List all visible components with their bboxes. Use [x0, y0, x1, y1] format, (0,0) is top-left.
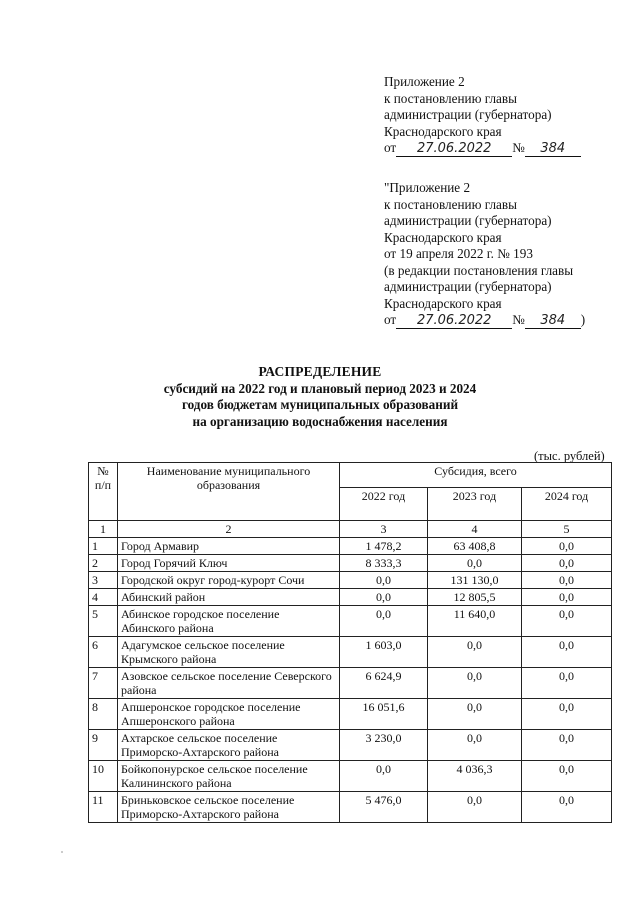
table-row	[89, 699, 612, 730]
value-2022: 0,0	[340, 606, 428, 637]
from-prefix: от	[384, 312, 397, 327]
table-row	[89, 606, 612, 637]
value-2022: 0,0	[340, 589, 428, 606]
column-index-row	[89, 521, 612, 538]
row-number: 3	[89, 572, 118, 589]
row-number: 2	[89, 555, 118, 572]
value-2022: 0,0	[340, 572, 428, 589]
title-line: годов бюджетам муниципальных образований	[181, 397, 459, 412]
value-2024: 0,0	[522, 538, 612, 555]
title-line: РАСПРЕДЕЛЕНИЕ	[258, 364, 382, 379]
row-number: 4	[89, 589, 118, 606]
header-2024: 2024 год	[522, 488, 612, 521]
municipality-name: Абинское городское поселение Абинского района	[118, 606, 340, 637]
index-cell: 3	[340, 521, 428, 538]
annex2-line: Краснодарского края	[384, 229, 502, 245]
municipality-name: Бойкопонурское сельское поселение Калининского района	[118, 761, 340, 792]
value-2024: 0,0	[522, 606, 612, 637]
value-2023: 12 805,5	[428, 589, 522, 606]
municipality-name: Адагумское сельское поселение Крымского района	[118, 637, 340, 668]
value-2023: 0,0	[428, 668, 522, 699]
municipality-name: Город Горячий Ключ	[118, 555, 340, 572]
annex-header-current	[384, 74, 581, 157]
row-number: 6	[89, 637, 118, 668]
row-number: 10	[89, 761, 118, 792]
municipality-name: Бриньковское сельское поселение Приморско-Ахтарского района	[118, 792, 340, 823]
title-line: субсидий на 2022 год и плановый период 2023 и 2024	[163, 380, 477, 396]
municipality-name: Апшеронское городское поселение Апшеронского района	[118, 699, 340, 730]
table-row	[89, 761, 612, 792]
annex2-line: "Приложение 2	[384, 180, 471, 195]
annex-header-original	[384, 180, 585, 329]
row-number: 5	[89, 606, 118, 637]
row-number: 8	[89, 699, 118, 730]
document-title	[0, 364, 640, 430]
table-row	[89, 589, 612, 606]
value-2023: 11 640,0	[428, 606, 522, 637]
value-2022: 0,0	[340, 761, 428, 792]
scan-speck	[61, 851, 63, 853]
units-label: (тыс. рублей)	[534, 449, 605, 463]
annex2-line: (в редакции постановления главы	[384, 262, 574, 278]
table-row	[89, 730, 612, 761]
index-cell: 5	[522, 521, 612, 538]
table-row	[89, 538, 612, 555]
value-2024: 0,0	[522, 792, 612, 823]
annex1-date-line	[384, 140, 581, 157]
municipality-name: Азовское сельское поселение Северского района	[118, 668, 340, 699]
value-2022: 6 624,9	[340, 668, 428, 699]
title-line: на организацию водоснабжения населения	[192, 413, 448, 429]
subsidy-table	[88, 462, 612, 823]
value-2023: 0,0	[428, 699, 522, 730]
annex1-line: к постановлению главы	[384, 90, 517, 106]
annex1-line: Приложение 2	[384, 74, 465, 89]
index-cell: 1	[89, 521, 118, 538]
header-2023: 2023 год	[428, 488, 522, 521]
value-2024: 0,0	[522, 555, 612, 572]
table-row	[89, 792, 612, 823]
value-2024: 0,0	[522, 668, 612, 699]
annex2-date-line	[384, 312, 585, 329]
row-number: 11	[89, 792, 118, 823]
index-cell: 2	[118, 521, 340, 538]
value-2022: 5 476,0	[340, 792, 428, 823]
value-2023: 63 408,8	[428, 538, 522, 555]
value-2022: 3 230,0	[340, 730, 428, 761]
annex1-line: администрации (губернатора)	[384, 107, 552, 122]
value-2024: 0,0	[522, 730, 612, 761]
index-cell: 4	[428, 521, 522, 538]
header-name: Наименование муниципального образования	[118, 463, 340, 521]
municipality-name: Ахтарское сельское поселение Приморско-Ахтарского района	[118, 730, 340, 761]
annex2-line: к постановлению главы	[384, 196, 517, 212]
value-2023: 0,0	[428, 730, 522, 761]
header-2022: 2022 год	[340, 488, 428, 521]
value-2022: 16 051,6	[340, 699, 428, 730]
value-2022: 1 478,2	[340, 538, 428, 555]
handwritten-number: 384	[525, 142, 581, 157]
value-2023: 0,0	[428, 637, 522, 668]
annex2-line: администрации (губернатора)	[384, 279, 552, 294]
value-2024: 0,0	[522, 637, 612, 668]
annex1-line: Краснодарского края	[384, 123, 502, 139]
number-label: №	[512, 312, 525, 327]
row-number: 7	[89, 668, 118, 699]
number-label: №	[512, 140, 525, 155]
value-2024: 0,0	[522, 761, 612, 792]
value-2024: 0,0	[522, 699, 612, 730]
annex2-line: от 19 апреля 2022 г. № 193	[384, 246, 533, 261]
value-2022: 8 333,3	[340, 555, 428, 572]
header-num: № п/п	[89, 463, 118, 521]
value-2023: 0,0	[428, 792, 522, 823]
value-2024: 0,0	[522, 572, 612, 589]
annex2-line: Краснодарского края	[384, 295, 502, 311]
annex2-line: администрации (губернатора)	[384, 213, 552, 228]
table-row	[89, 668, 612, 699]
row-number: 1	[89, 538, 118, 555]
handwritten-number: 384	[525, 314, 581, 329]
handwritten-date: 27.06.2022	[396, 142, 512, 157]
table-row	[89, 572, 612, 589]
value-2024: 0,0	[522, 589, 612, 606]
municipality-name: Город Армавир	[118, 538, 340, 555]
table-row	[89, 555, 612, 572]
value-2023: 4 036,3	[428, 761, 522, 792]
row-number: 9	[89, 730, 118, 761]
municipality-name: Городской округ город-курорт Сочи	[118, 572, 340, 589]
handwritten-date: 27.06.2022	[396, 314, 512, 329]
from-prefix: от	[384, 140, 397, 155]
closing-paren: )	[580, 312, 586, 327]
value-2023: 0,0	[428, 555, 522, 572]
municipality-name: Абинский район	[118, 589, 340, 606]
value-2023: 131 130,0	[428, 572, 522, 589]
value-2022: 1 603,0	[340, 637, 428, 668]
header-subsidy: Субсидия, всего	[340, 463, 612, 488]
table-row	[89, 637, 612, 668]
